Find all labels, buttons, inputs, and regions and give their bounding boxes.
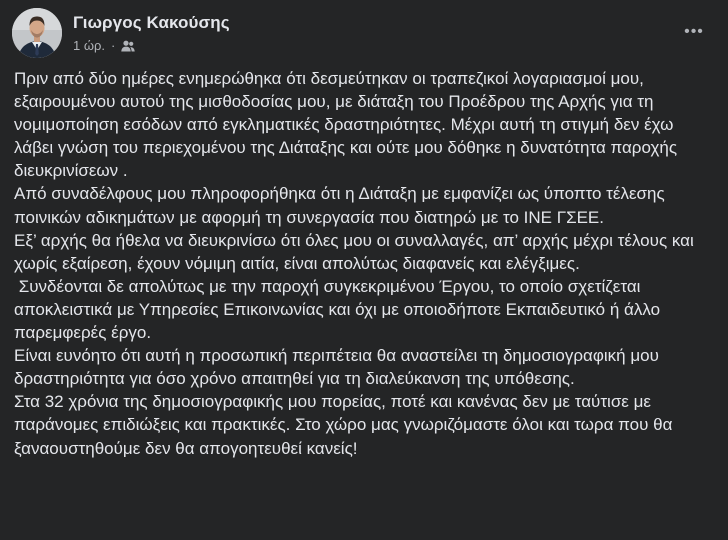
post-meta: [73, 12, 230, 54]
avatar[interactable]: [12, 8, 62, 58]
post-timestamp[interactable]: 1 ώρ.: [73, 38, 105, 53]
post-paragraph-4: Συνδέονται δε απολύτως με την παροχή συγκεκριμένου Έργου, το οποίο σχετίζεται αποκλειστικά με Υπηρεσίες Επικοινωνίας και όχι με οποιοδήποτε Εκπαιδευτικό ή άλλο παρεμφερές έργο.: [14, 276, 665, 343]
post-paragraph-5: Είναι ευνόητο ότι αυτή η προσωπική περιπέτεια θα αναστείλει τη δημοσιογραφική μου δραστηριότητα για όσο χρόνο απαιτηθεί για τη διαλεύκανση της υπόθεσης.: [14, 346, 664, 389]
avatar-photo: [12, 8, 62, 58]
post-text: [14, 67, 716, 460]
post-paragraph-3: Εξ’ αρχής θα ήθελα να διευκρινίσω ότι όλες μου οι συναλλαγές, απ’ αρχής μέχρι τέλους και χωρίς εξαίρεση, έχουν νόμιμη αιτία, είναι απολύτως διαφανείς και ελέγξιμες.: [14, 230, 699, 273]
post-header: [12, 8, 230, 58]
post-subline: [73, 37, 230, 54]
post-paragraph-6: Στα 32 χρόνια της δημοσιογραφικής μου πορείας, ποτέ και κανένας δεν με ταύτισε με παράνομες επιδιώξεις και πρακτικές. Στο χώρο μας γνωριζόμαστε όλοι και τωρα που θα ξαναουστηθούμε δεν θα απογοητευθεί κανείς!: [14, 392, 678, 458]
more-options-button[interactable]: [676, 14, 712, 50]
author-name[interactable]: Γιωργος Κακούσης: [73, 13, 230, 32]
more-horizontal-icon: •••: [684, 23, 704, 40]
separator-dot: ·: [111, 38, 116, 53]
post-paragraph-1: Πριν από δύο ημέρες ενημερώθηκα ότι δεσμεύτηκαν οι τραπεζικοί λογαριασμοί μου, εξαιρουμένου αυτού της μισθοδοσίας μου, με διάταξη του Προέδρου της Αρχής για τη νομιμοποίηση εσόδων από εγκληματικές δραστηριότητες. Μέχρι αυτή τη στιγμή δεν έχω λάβει γνώση του περιεχομένου της Διάταξης και ούτε μου δόθηκε η δυνατότητα παροχής διευκρινίσεων .: [14, 69, 682, 181]
post-paragraph-2: Από συναδέλφους μου πληροφορήθηκα ότι η Διάταξη με εμφανίζει ως ύποπτο τέλεσης ποινικών αδικημάτων με αφορμή τη συνεργασία που διατηρώ με το ΙΝΕ ΓΣΕΕ.: [14, 184, 675, 227]
friends-icon[interactable]: [121, 40, 135, 52]
